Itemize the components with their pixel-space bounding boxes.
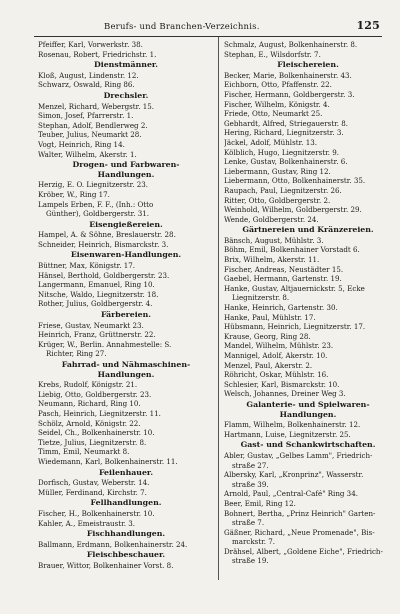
directory-entry: Eichborn, Otto, Pfaffenstr. 22. — [224, 80, 332, 90]
directory-entry: Abler, Gustav, „Gelbes Lamm", Friedrich- — [224, 450, 373, 460]
directory-entry: Jäckel, Adolf, Mühlstr. 13. — [224, 137, 317, 147]
section-heading: Drechsler. — [103, 90, 149, 100]
directory-entry-continuation: straße 7. — [232, 518, 265, 528]
section-heading: Fleischbeschauer. — [86, 550, 166, 560]
directory-entry: Hübsmann, Heinrich, Liegnitzerstr. 17. — [224, 322, 366, 332]
section-heading: Eisenwaren-Handlungen. — [70, 250, 182, 260]
section-heading: Dienstmänner. — [93, 60, 159, 70]
directory-entry: Arnold, Paul, „Central-Café" Ring 34. — [224, 489, 358, 499]
section-heading: Feilenhauer. — [98, 467, 154, 477]
directory-entry: Menzel, Paul, Akerstr. 2. — [224, 360, 313, 370]
directory-entry: Flamm, Wilhelm, Bolkenhainerstr. 12. — [224, 420, 361, 430]
directory-entry: Dorfisch, Gustav, Weberstr. 14. — [38, 478, 150, 488]
header-rule — [34, 36, 382, 37]
directory-entry: Hampel, A. & Söhne, Breslauerstr. 28. — [38, 230, 176, 240]
directory-entry: Drähsel, Albert, „Goldene Eiche", Friedrich- — [224, 546, 383, 556]
directory-entry: Teuber, Julius, Neumarkt 28. — [38, 130, 142, 140]
directory-entry: Kloß, August, Lindenstr. 12. — [38, 70, 139, 80]
directory-entry: Gäßner, Richard, „Neue Promenade", Bis- — [224, 527, 375, 537]
directory-entry: Hering, Richard, Liegnitzerstr. 3. — [224, 128, 344, 138]
directory-entry: Rosenau, Robert, Friedrichstr. 1. — [38, 49, 157, 59]
directory-entry: Hanke, Paul, Mühlstr. 17. — [224, 312, 316, 322]
directory-entry: Wiedemann, Karl, Bolkenhainerstr. 11. — [38, 456, 178, 466]
directory-entry: Bohnert, Bertha, „Prinz Heinrich" Garten- — [224, 508, 376, 518]
directory-entry: Hanke, Gustav, Altjauernickstr. 5, Ecke — [224, 283, 365, 293]
page-header — [34, 19, 384, 36]
directory-entry: Beer, Emil, Ring 12. — [224, 498, 296, 508]
directory-entry: Bänsch, August, Mühlstr. 3. — [224, 235, 324, 245]
directory-entry: Schneider, Heinrich, Bismarckstr. 3. — [38, 239, 169, 249]
directory-entry-continuation: Richter, Ring 27. — [46, 349, 107, 359]
section-heading: Galanterie- und Spielwaren- — [246, 399, 370, 409]
directory-entry: Pfeiffer, Karl, Vorwerkstr. 38. — [38, 40, 143, 49]
directory-entry-continuation: Günther), Goldbergerstr. 31. — [46, 209, 149, 219]
directory-entry: Neumann, Richard, Ring 10. — [38, 399, 141, 409]
directory-entry-continuation: straße 39. — [232, 479, 269, 489]
directory-entry: Kröber, W., Ring 17. — [38, 189, 110, 199]
directory-entry: Tietze, Julius, Liegnitzerstr. 8. — [38, 437, 147, 447]
section-heading: Fischhandlungen. — [86, 529, 166, 539]
directory-entry: Mandel, Wilhelm, Mühlstr. 23. — [224, 341, 334, 351]
directory-entry: Hanke, Heinrich, Gartenstr. 30. — [224, 303, 338, 313]
directory-entry: Brix, Wilhelm, Akerstr. 11. — [224, 255, 320, 265]
directory-entry: Becker, Marie, Bolkenhainerstr. 43. — [224, 70, 352, 80]
section-heading: Drogen- und Farbwaren- — [72, 160, 180, 170]
section-heading: Färbereien. — [100, 310, 152, 320]
directory-entry: Kahler, A., Emeistraustr. 3. — [38, 518, 136, 528]
directory-entry: Kölblich, Hugo, Liegnitzerstr. 9. — [224, 147, 339, 157]
section-heading: Fahrrad- und Nähmaschinen- — [61, 360, 191, 369]
directory-entry-continuation: marckstr. 7. — [232, 537, 275, 547]
directory-entry: Welsch, Johannes, Dreiner Weg 3. — [224, 389, 346, 399]
directory-entry: Albersky, Karl, „Kronprinz", Wasserstr. — [224, 470, 364, 480]
page-title: Berufs- und Branchen-Verzeichnis. — [104, 22, 260, 32]
section-heading: Gast- und Schankwirtschaften. — [240, 440, 376, 450]
directory-entry: Friese, Gustav, Neumarkt 23. — [38, 320, 144, 330]
directory-entry: Timm, Emil, Neumarkt 8. — [38, 447, 130, 457]
directory-entry: Hartmann, Luise, Liegnitzerstr. 25. — [224, 429, 351, 439]
directory-entry: Herzig, E. O. Liegnitzerstr. 23. — [38, 180, 149, 190]
directory-entry: Gebhardt, Alfred, Striegauerstr. 8. — [224, 118, 349, 128]
directory-entry: Stephan, Adolf, Bendlerweg 2. — [38, 120, 148, 130]
directory-entry: Lenke, Gustav, Bolkenhainerstr. 6. — [224, 157, 348, 167]
section-heading: Fellhandlungen. — [90, 498, 162, 508]
directory-entry: Schlesier, Karl, Bismarckstr. 10. — [224, 379, 340, 389]
directory-entry: Mannigel, Adolf, Akerstr. 10. — [224, 351, 328, 360]
directory-entry: Schölz, Arnold, Königstr. 22. — [38, 418, 141, 428]
directory-entry: Krebs, Rudolf, Königstr. 21. — [38, 380, 138, 390]
directory-entry: Langermann, Emanuel, Ring 10. — [38, 280, 155, 290]
directory-entry: Fischer, H., Bolkenhainerstr. 10. — [38, 508, 155, 518]
directory-entry: Böhm, Emil, Bolkenhainer Vorstadt 6. — [224, 245, 360, 255]
directory-entry: Menzel, Richard, Webergstr. 15. — [38, 101, 155, 111]
section-heading: Handlungen. — [97, 369, 155, 379]
directory-entry: Krüger, W., Berlin. Annahmestelle: S. — [38, 339, 172, 349]
directory-entry: Schmalz, August, Bolkenhainerstr. 8. — [224, 40, 358, 49]
section-heading: Handlungen. — [97, 169, 155, 179]
directory-entry: Müller, Ferdinand, Kirchstr. 7. — [38, 487, 147, 497]
directory-entry: Ballmann, Erdmann, Bolkenhainerstr. 24. — [38, 539, 188, 549]
directory-entry: Weinhold, Wilhelm, Goldbergerstr. 29. — [224, 205, 362, 215]
directory-entry: Schwarz, Oswald, Ring 86. — [38, 80, 135, 90]
directory-entry: Heinrich, Franz, Grüttnerstr. 22. — [38, 330, 156, 340]
directory-entry: Vogt, Heinrich, Ring 14. — [38, 139, 125, 149]
directory-entry: Rother, Julius, Goldbergerstr. 4. — [38, 299, 153, 309]
directory-entry: Liebermann, Gustav, Ring 12. — [224, 166, 331, 176]
section-heading: Eisengießereien. — [89, 219, 163, 229]
directory-entry: Simon, Josef, Pfarrerstr. 1. — [38, 111, 134, 121]
directory-entry: Stephan, E., Wilsdorfstr. 7. — [224, 49, 321, 59]
directory-entry: Lampels Erben, F. F., (Inh.: Otto — [38, 199, 154, 209]
section-heading: Fleischereien. — [277, 60, 339, 70]
directory-entry: Röhricht, Oskar, Mühlstr. 16. — [224, 370, 329, 380]
right-column — [224, 40, 392, 566]
directory-entry-continuation: straße 27. — [232, 460, 269, 470]
page-number: 125 — [356, 19, 380, 32]
directory-entry-continuation: straße 19. — [232, 556, 269, 566]
section-heading: Gärtnereien und Kränzereien. — [242, 225, 374, 235]
directory-entry: Krause, Georg, Ring 28. — [224, 331, 311, 341]
directory-entry: Gaebel, Hermann, Gartenstr. 19. — [224, 274, 342, 284]
directory-entry: Liebig, Otto, Goldbergerstr. 23. — [38, 389, 152, 399]
directory-entry: Liebermann, Otto, Bolkenhainerstr. 35. — [224, 176, 366, 186]
directory-entry: Wende, Goldbergerstr. 24. — [224, 214, 319, 224]
directory-entry: Büttner, Max, Königstr. 17. — [38, 261, 136, 271]
directory-entry: Pasch, Heinrich, Liegnitzerstr. 11. — [38, 408, 161, 418]
directory-entry: Fischer, Andreas, Neustädter 15. — [224, 264, 344, 274]
directory-entry-continuation: Liegnitzerstr. 8. — [232, 293, 290, 303]
directory-entry: Seidel, Ch., Bolkenhainerstr. 10. — [38, 428, 155, 438]
directory-entry: Raupach, Paul, Liegnitzerstr. 26. — [224, 185, 342, 195]
directory-entry: Ritter, Otto, Goldbergerstr. 2. — [224, 195, 331, 205]
section-heading: Handlungen. — [279, 409, 337, 419]
directory-entry: Fischer, Wilhelm, Königstr. 4. — [224, 99, 330, 109]
column-divider — [218, 37, 219, 580]
directory-entry: Hänsel, Berthold, Goldbergerstr. 23. — [38, 270, 170, 280]
directory-entry: Fischer, Hermann, Goldbergerstr. 3. — [224, 89, 355, 99]
directory-entry: Brauer, Wittor, Bolkenhainer Vorst. 8. — [38, 560, 174, 570]
directory-entry: Friede, Otto, Neumarkt 25. — [224, 109, 323, 119]
directory-entry: Walter, Wilhelm, Akerstr. 1. — [38, 149, 137, 159]
left-column — [38, 40, 214, 570]
directory-entry: Nitsche, Waldo, Liegnitzerstr. 18. — [38, 289, 159, 299]
